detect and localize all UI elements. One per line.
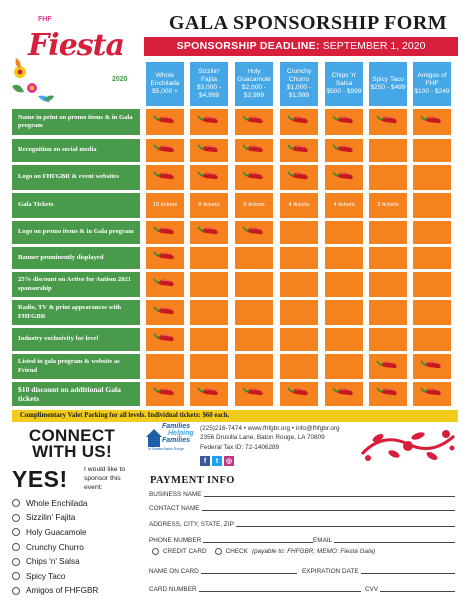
org-logo-line-3: Families [162,437,191,444]
level-price: $5,000 + [152,87,178,95]
benefit-cell [280,247,318,269]
payment-method-options [152,548,375,555]
benefit-cell [325,193,363,218]
radio-button[interactable] [12,587,20,595]
field-label: CARD NUMBER [149,586,197,593]
chili-pepper-icon [153,225,177,240]
credit-card-radio[interactable] [152,548,159,555]
ticket-count: 10 tickets [152,201,178,208]
level-header-5 [325,62,363,106]
benefit-cell [280,300,318,325]
ticket-count: 4 tickets [288,201,310,208]
benefit-label: Radio, TV & print appearances with FHFGBR [12,300,140,325]
check-radio[interactable] [215,548,222,555]
benefit-cell [369,382,407,406]
benefit-label: Name in print on promo items & in Gala program [12,109,140,135]
level-price: $3,000 - $4,999 [196,84,222,99]
benefit-cell [325,165,363,190]
option-label: Spicy Taco [26,571,66,581]
level-price: $2,000 - $2,999 [241,84,267,99]
radio-button[interactable] [12,514,20,522]
benefit-cell [413,165,451,190]
families-helping-families-logo [144,423,194,453]
benefit-cell [280,139,318,162]
level-name: Spicy Taco [372,76,404,84]
sponsor-level-options [12,496,98,598]
benefit-label: Listed in gala program & website as Friend [12,354,140,379]
benefit-label: Industry exclusivity for level [12,328,140,351]
chili-pepper-icon [197,143,221,158]
benefit-cell [280,272,318,297]
benefit-cell [413,272,451,297]
level-name: Holy Guacamole [237,68,271,84]
logo-year-text: 2020 [112,76,128,83]
benefit-label: 25% discount on Active for Autism 2021 sponsorship [12,272,140,297]
check-note: (payable to: FHFGBR; MEMO: Fiesta Gala) [251,548,376,555]
connect-line-1: CONNECT [28,426,116,445]
benefit-cell [190,193,228,218]
benefit-cell [325,247,363,269]
chili-pepper-icon [153,277,177,292]
connect-heading [12,428,132,460]
org-logo-line-4: of Greater Baton Rouge [148,447,185,451]
chili-pepper-icon [153,143,177,158]
benefit-cell [325,139,363,162]
yes-description: I would like to sponsor this event: [84,466,126,491]
chili-pepper-icon [153,332,177,347]
option-chips-n-salsa[interactable] [12,554,98,569]
option-holy-guacamole[interactable] [12,525,98,540]
radio-button[interactable] [12,572,20,580]
chili-pepper-icon [153,386,177,401]
input-line[interactable] [199,591,361,592]
chili-pepper-icon [242,114,266,129]
benefit-cell [235,300,273,325]
benefit-cell [235,139,273,162]
option-label: Crunchy Churro [26,542,84,552]
field-label: PHONE NUMBER [149,537,202,544]
benefit-cell [235,165,273,190]
benefit-cell [146,221,184,244]
radio-button[interactable] [12,528,20,536]
benefit-cell [146,109,184,135]
chili-pepper-icon [287,114,311,129]
benefit-cell [413,300,451,325]
benefit-cell [146,165,184,190]
field-label: CVV [365,586,379,593]
benefit-cell [280,165,318,190]
benefit-cell [190,139,228,162]
level-header-2 [190,62,228,106]
option-spicy-taco[interactable] [12,569,98,584]
benefit-cell [190,354,228,379]
benefit-cell [369,139,407,162]
benefit-cell [325,109,363,135]
level-name: Crunchy Churro [286,68,312,84]
benefit-cell [280,328,318,351]
benefit-cell [146,272,184,297]
benefit-cell [190,328,228,351]
radio-button[interactable] [12,543,20,551]
option-label: Amigos of FHFGBR [26,586,99,596]
email-link[interactable]: info@fhfgbr.org [295,425,340,432]
benefit-cell [413,109,451,135]
field-label: EXPIRATION DATE [302,568,359,575]
address-field[interactable] [149,517,455,528]
benefit-label: Recognition on social media [12,139,140,162]
expiration-date-field[interactable] [302,564,455,575]
card-number-field[interactable] [149,582,361,593]
benefit-cell [369,247,407,269]
logo-fiesta-text: Fiesta [28,28,124,63]
benefit-cell [146,354,184,379]
benefit-cell [369,354,407,379]
org-logo-line-2: Helping [168,430,194,437]
radio-button[interactable] [12,499,20,507]
benefit-cell [235,247,273,269]
benefit-cell [325,221,363,244]
benefit-cell [325,382,363,406]
input-line[interactable] [203,542,313,543]
benefit-cell [369,221,407,244]
benefit-cell [190,272,228,297]
benefit-cell [369,272,407,297]
benefit-cell [413,354,451,379]
benefit-cell [146,300,184,325]
benefit-cell [413,193,451,218]
fiesta-logo [8,10,134,106]
instagram-icon[interactable]: ◎ [225,458,233,465]
benefit-label: Gala Tickets [12,193,140,218]
floral-ornament [356,424,460,466]
option-label: Holy Guacamole [26,527,87,537]
benefit-cell [369,109,407,135]
benefit-cell [146,193,184,218]
level-header-7 [413,62,451,106]
benefit-label: $10 discount on additional Gala tickets [12,382,140,406]
tax-id-text: Federal Tax ID: 72-1406289 [200,443,280,451]
benefit-cell [190,300,228,325]
chili-pepper-icon [197,170,221,185]
benefit-cell [413,221,451,244]
chili-pepper-icon [153,114,177,129]
benefit-label: Banner prominently displayed [12,247,140,269]
deadline-label: SPONSORSHIP DEADLINE: [176,40,320,52]
benefit-cell [146,328,184,351]
benefit-cell [235,221,273,244]
email-field[interactable] [313,533,455,544]
benefit-cell [190,247,228,269]
benefit-cell [413,328,451,351]
benefit-cell [190,382,228,406]
field-label: ADDRESS, CITY, STATE, ZIP [149,521,234,528]
chili-pepper-icon [287,143,311,158]
contact-name-field[interactable] [149,501,455,512]
field-label: EMAIL [313,537,333,544]
chili-pepper-icon [287,170,311,185]
business-name-field[interactable] [149,487,455,498]
twitter-icon[interactable]: t [212,456,222,466]
ticket-count: 4 tickets [333,201,355,208]
benefit-cell [369,300,407,325]
field-label: NAME ON CARD [149,568,199,575]
chili-pepper-icon [153,250,177,265]
option-label: Chips 'n' Salsa [26,557,80,567]
chili-pepper-icon [287,386,311,401]
level-price: $500 - $999 [326,87,362,95]
contact-info: (225)216-7474 • www.fhfgbr.org • info@fhfgbr.org 2356 Drusilla Lane, Baton Rouge, LA 70809 Federal Tax ID: 72-1406289 [200,425,340,451]
website-link[interactable]: www.fhfgbr.org [247,425,291,432]
level-header-4 [280,62,318,106]
ticket-count: 2 tickets [377,201,399,208]
facebook-icon[interactable]: f [200,456,210,466]
chili-pepper-icon [332,114,356,129]
chili-pepper-icon [332,386,356,401]
benefit-cell [235,382,273,406]
chili-pepper-icon [420,114,444,129]
input-line[interactable] [334,542,455,543]
payment-info-title: PAYMENT INFO [150,475,235,486]
chili-pepper-icon [242,143,266,158]
chili-pepper-icon [332,170,356,185]
option-amigos-of-fhfgbr[interactable] [12,584,98,599]
chili-pepper-icon [197,386,221,401]
credit-card-label: CREDIT CARD [163,548,207,555]
level-header-3 [235,62,273,106]
input-line[interactable] [236,526,455,527]
form-title: GALA SPONSORSHIP FORM [168,12,448,34]
benefit-cell [146,382,184,406]
benefit-cell [369,193,407,218]
level-price: $250 - $499 [370,84,406,91]
chili-pepper-icon [153,305,177,320]
benefit-cell [280,221,318,244]
input-line[interactable] [201,573,297,574]
chili-pepper-icon [420,359,444,374]
benefit-cell [369,165,407,190]
deadline-banner [144,37,458,56]
chili-pepper-icon [153,170,177,185]
benefit-cell [280,109,318,135]
benefit-cell [190,109,228,135]
option-sizzilin-fajita[interactable] [12,511,98,526]
check-label: CHECK [225,548,248,555]
field-label: CONTACT NAME [149,505,200,512]
option-label: Whole Enchilada [26,498,88,508]
benefit-cell [235,109,273,135]
benefit-cell [280,193,318,218]
chili-pepper-icon [197,225,221,240]
chili-pepper-icon [420,386,444,401]
benefit-cell [413,382,451,406]
chili-pepper-icon [376,114,400,129]
level-price: $1,000 - $1,999 [286,84,312,99]
chili-pepper-icon [242,170,266,185]
benefit-cell [235,272,273,297]
chili-pepper-icon [332,143,356,158]
phone-field[interactable] [149,533,313,544]
chili-pepper-icon [242,225,266,240]
benefit-cell [280,382,318,406]
yes-heading: YES! [12,466,68,492]
valet-note: Complimentary Valet Parking for all levels. Individual tickets: $60 each. [12,410,458,422]
org-logo-line-1: Families [162,423,191,430]
name-on-card-field[interactable] [149,564,297,575]
benefit-cell [325,300,363,325]
benefit-cell [235,193,273,218]
option-crunchy-churro[interactable] [12,540,98,555]
chili-pepper-icon [197,114,221,129]
level-name: Amigos of FHF [417,72,447,88]
level-name: Chips 'n' Salsa [331,72,357,88]
option-label: Sizzilin' Fajita [26,513,76,523]
chili-pepper-icon [242,386,266,401]
benefit-label: Logo on FHFGBR & event websites [12,165,140,190]
benefit-cell [280,354,318,379]
level-price: $100 - $249 [414,87,450,95]
input-line[interactable] [380,591,455,592]
benefit-cell [325,354,363,379]
benefit-cell [235,328,273,351]
benefit-cell [413,247,451,269]
level-header-1 [146,62,184,106]
level-name: Whole Enchilada [150,72,180,88]
deadline-date: SEPTEMBER 1, 2020 [322,40,426,52]
chili-pepper-icon [376,359,400,374]
ticket-count: 6 tickets [243,201,265,208]
level-name: Sizzilin' Fajita [198,68,220,84]
option-whole-enchilada[interactable] [12,496,98,511]
benefit-cell [146,247,184,269]
phone-text: (225)216-7474 [200,425,242,432]
benefit-cell [413,139,451,162]
chili-pepper-icon [376,386,400,401]
input-line[interactable] [361,573,455,574]
input-line[interactable] [204,496,455,497]
logo-fhf-text: FHF [38,16,52,23]
benefit-label: Logo on promo items & in Gala program [12,221,140,244]
address-text: 2356 Drusilla Lane, Baton Rouge, LA 70809 [200,434,325,442]
field-label: BUSINESS NAME [149,491,202,498]
benefit-cell [146,139,184,162]
benefit-cell [325,272,363,297]
benefit-cell [190,165,228,190]
benefit-cell [190,221,228,244]
level-header-6 [369,62,407,106]
social-links [200,456,234,466]
ticket-count: 8 tickets [198,201,220,208]
cvv-field[interactable] [365,582,455,593]
radio-button[interactable] [12,558,20,566]
benefit-cell [325,328,363,351]
input-line[interactable] [202,510,455,511]
benefit-cell [235,354,273,379]
connect-line-2: WITH US! [32,442,112,462]
benefit-cell [369,328,407,351]
